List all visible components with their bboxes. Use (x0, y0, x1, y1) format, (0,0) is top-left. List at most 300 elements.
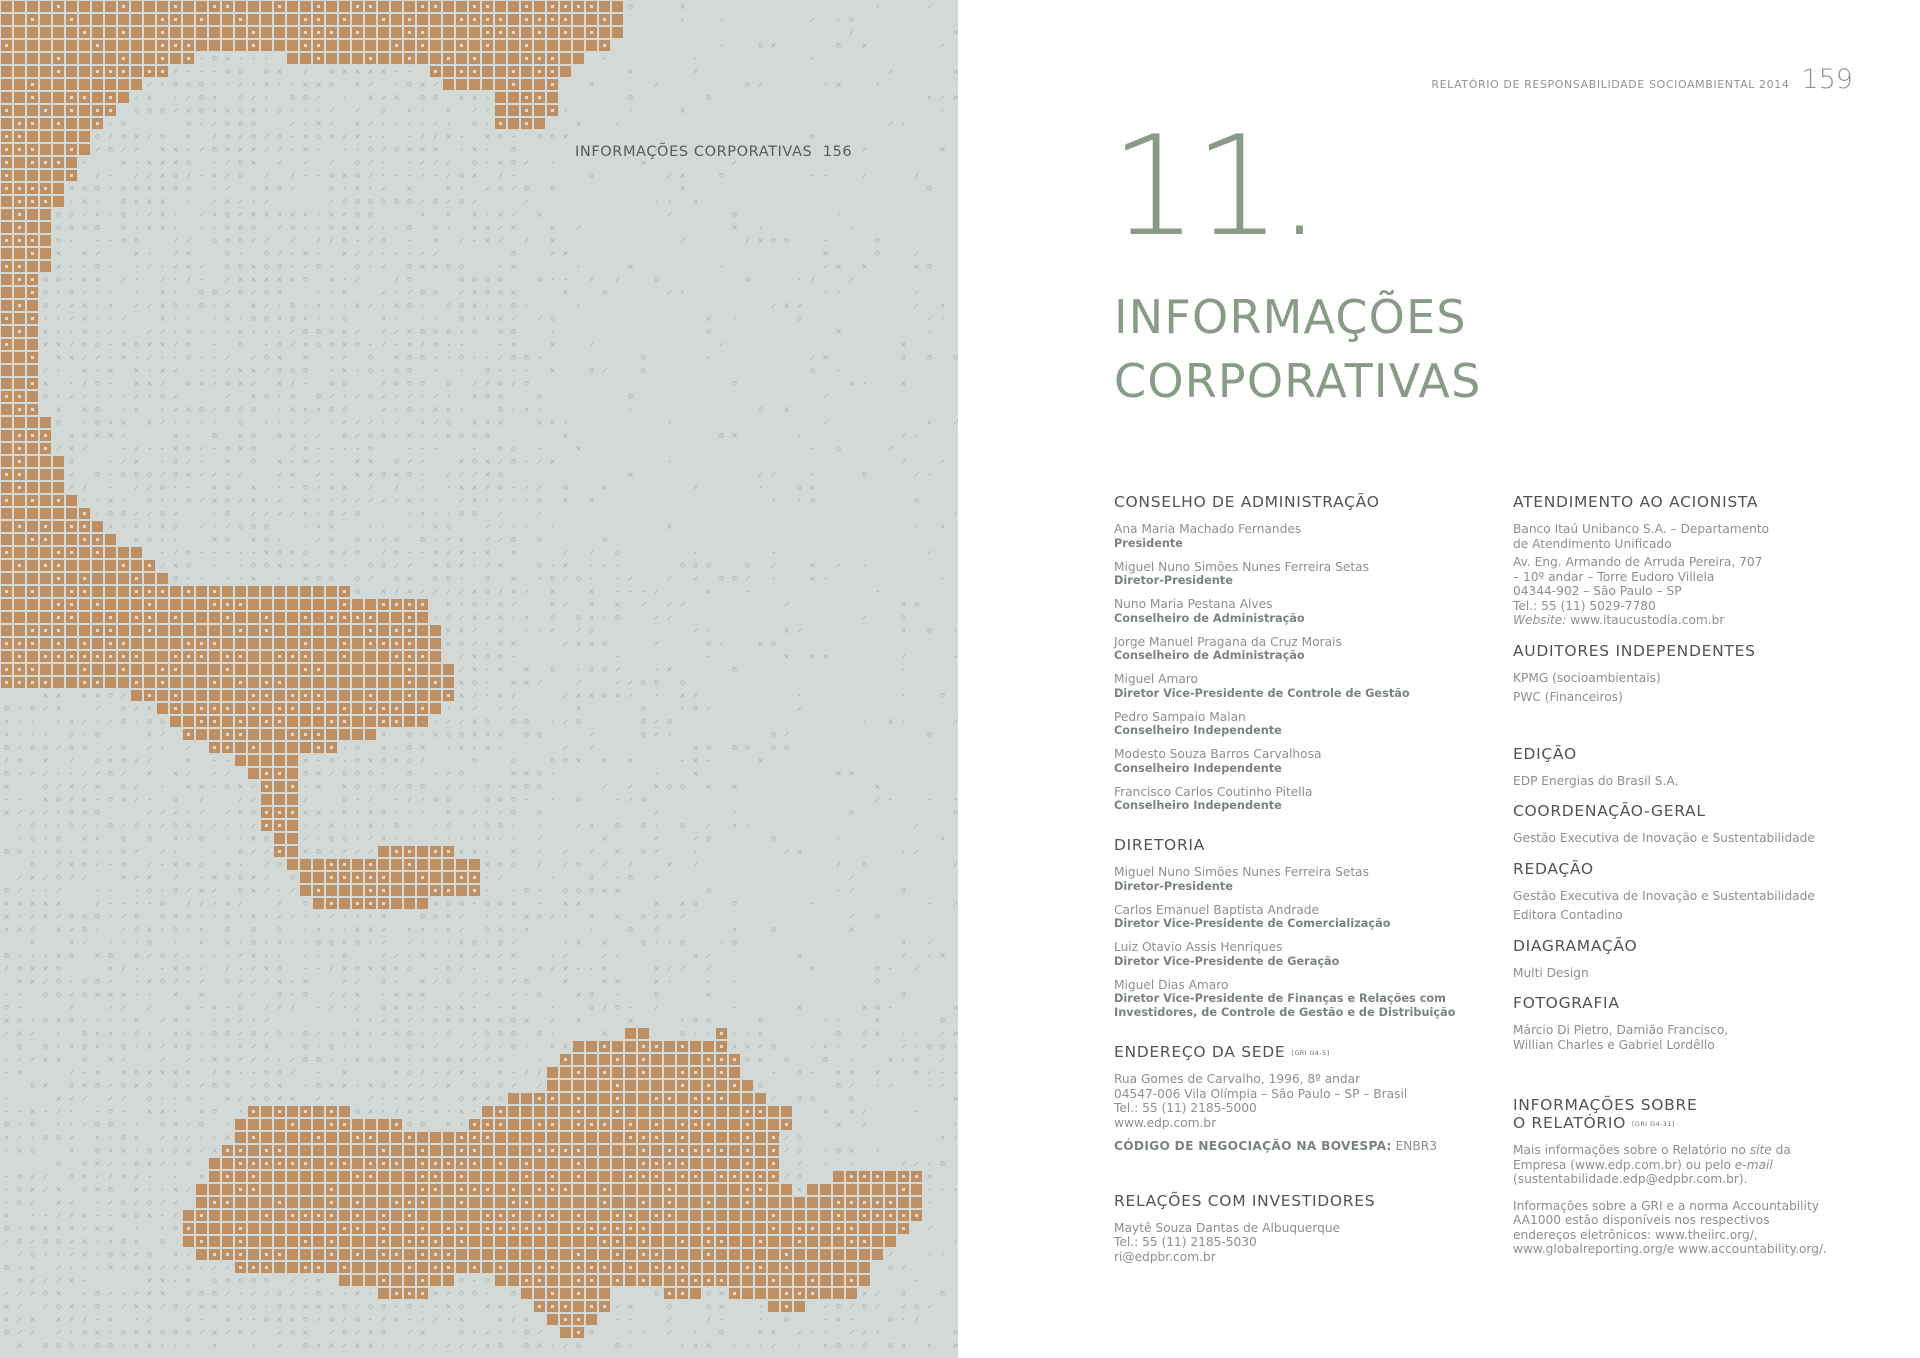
map-sea-mark (187, 564, 191, 568)
map-land-cell (79, 105, 90, 116)
map-sea-mark (331, 357, 333, 359)
map-sea-mark (447, 135, 451, 139)
map-sea-mark (266, 955, 268, 957)
map-sea-mark (357, 1046, 359, 1048)
map-land-cell-inner (96, 603, 99, 606)
map-land-cell-inner (668, 1214, 671, 1217)
map-sea-mark (448, 227, 450, 229)
map-land-cell-inner (460, 1175, 463, 1178)
map-sea-mark (213, 1058, 217, 1062)
map-sea-mark (447, 187, 451, 191)
map-sea-mark (200, 1123, 204, 1127)
map-sea-mark (396, 1098, 398, 1100)
map-sea-mark (473, 980, 477, 984)
map-land-cell-inner (200, 720, 203, 723)
map-sea-mark (304, 83, 308, 87)
map-sea-mark (616, 681, 620, 685)
map-land-cell (105, 27, 116, 38)
map-land-cell (378, 677, 389, 688)
map-sea-mark (162, 1150, 164, 1152)
map-land-cell (586, 1184, 597, 1195)
map-sea-mark (96, 694, 100, 698)
map-sea-mark (110, 266, 112, 268)
map-sea-mark (44, 1175, 48, 1179)
map-sea-mark (174, 798, 178, 802)
map-land-cell-inner (538, 1188, 541, 1191)
map-sea-mark (96, 174, 100, 178)
map-land-cell (313, 677, 324, 688)
map-sea-mark (305, 786, 307, 788)
map-land-cell-inner (343, 590, 346, 593)
map-sea-mark (18, 850, 22, 854)
map-sea-mark (565, 916, 567, 918)
map-land-cell-inner (83, 655, 86, 658)
map-sea-mark (955, 1189, 957, 1191)
map-sea-mark (513, 1072, 515, 1074)
map-land-cell (1, 508, 12, 519)
map-sea-mark (603, 1006, 607, 1010)
map-sea-mark (188, 435, 190, 437)
map-sea-mark (57, 226, 61, 230)
map-sea-mark (395, 785, 399, 789)
map-sea-mark (369, 369, 373, 373)
map-sea-mark (70, 941, 74, 945)
map-land-cell-inner (902, 1175, 905, 1178)
map-sea-mark (304, 902, 308, 906)
map-sea-mark (252, 96, 256, 100)
map-land-cell (755, 1158, 766, 1169)
map-sea-mark (344, 97, 346, 99)
map-sea-mark (487, 357, 489, 359)
map-sea-mark (630, 409, 632, 411)
map-land-cell (534, 118, 545, 129)
map-sea-mark (499, 798, 503, 802)
map-land-cell (339, 1184, 350, 1195)
map-land-cell-inner (5, 135, 8, 138)
map-sea-mark (44, 785, 48, 789)
map-sea-mark (5, 720, 9, 724)
map-sea-mark (577, 447, 581, 451)
map-sea-mark (122, 187, 126, 191)
map-sea-mark (695, 1033, 697, 1035)
map-sea-mark (44, 746, 48, 750)
map-sea-mark (83, 1240, 87, 1244)
map-sea-mark (200, 1136, 204, 1140)
map-sea-mark (239, 239, 243, 243)
map-sea-mark (928, 356, 932, 360)
map-land-cell (300, 872, 311, 883)
map-sea-mark (812, 474, 814, 476)
map-sea-mark (253, 84, 255, 86)
map-sea-mark (564, 291, 568, 295)
map-land-cell (1, 209, 12, 220)
map-sea-mark (83, 330, 87, 334)
map-sea-mark (149, 1033, 151, 1035)
map-land-cell (40, 66, 51, 77)
map-sea-mark (343, 343, 347, 347)
map-sea-mark (955, 1137, 957, 1139)
map-sea-mark (18, 1032, 22, 1036)
map-land-cell (235, 612, 246, 623)
map-sea-mark (461, 331, 463, 333)
map-land-cell (352, 599, 363, 610)
map-land-cell (378, 1119, 389, 1130)
map-land-cell (196, 612, 207, 623)
map-land-cell (40, 495, 51, 506)
map-sea-mark (447, 1019, 451, 1023)
map-sea-mark (109, 499, 113, 503)
map-sea-mark (226, 460, 230, 464)
map-land-cell (157, 1, 168, 12)
map-land-cell-inner (18, 668, 21, 671)
map-land-cell (1, 612, 12, 623)
map-sea-mark (19, 708, 21, 710)
map-land-cell (391, 690, 402, 701)
map-sea-mark (954, 31, 958, 35)
map-sea-mark (370, 1020, 372, 1022)
map-land-cell-inner (369, 889, 372, 892)
map-land-cell (781, 1210, 792, 1221)
map-sea-mark (785, 603, 789, 607)
map-sea-mark (408, 1084, 412, 1088)
map-land-cell (274, 638, 285, 649)
map-sea-mark (876, 252, 880, 256)
map-sea-mark (941, 304, 945, 308)
map-sea-mark (435, 539, 437, 541)
map-sea-mark (369, 837, 373, 841)
map-land-cell (53, 105, 64, 116)
map-land-cell-inner (18, 473, 21, 476)
map-land-cell (27, 66, 38, 77)
map-land-cell-inner (759, 1188, 762, 1191)
map-land-cell-inner (5, 317, 8, 320)
map-sea-mark (343, 317, 347, 321)
map-sea-mark (239, 1058, 243, 1062)
map-sea-mark (83, 941, 87, 945)
map-sea-mark (422, 474, 424, 476)
map-land-cell (638, 1106, 649, 1117)
map-sea-mark (525, 382, 529, 386)
map-land-cell (599, 1145, 610, 1156)
map-land-cell (1, 417, 12, 428)
map-sea-mark (96, 707, 100, 711)
map-sea-mark (19, 994, 21, 996)
map-sea-mark (551, 603, 555, 607)
map-sea-mark (304, 343, 308, 347)
map-sea-mark (70, 460, 74, 464)
map-sea-mark (928, 733, 932, 737)
map-sea-mark (369, 967, 373, 971)
map-sea-mark (31, 967, 35, 971)
map-sea-mark (96, 993, 100, 997)
map-sea-mark (331, 292, 333, 294)
map-land-cell-inner (512, 1214, 515, 1217)
map-land-cell (14, 157, 25, 168)
map-sea-mark (655, 967, 659, 971)
map-land-cell-inner (83, 538, 86, 541)
map-land-cell-inner (18, 278, 21, 281)
map-land-cell-inner (408, 18, 411, 21)
map-sea-mark (525, 499, 529, 503)
map-sea-mark (96, 434, 100, 438)
map-sea-mark (733, 785, 737, 789)
map-land-cell-inner (655, 1162, 658, 1165)
map-land-cell-inner (577, 1227, 580, 1230)
map-sea-mark (447, 902, 451, 906)
map-sea-mark (214, 1137, 216, 1139)
map-sea-mark (187, 1071, 191, 1075)
map-sea-mark (239, 200, 243, 204)
map-sea-mark (317, 434, 321, 438)
map-sea-mark (200, 1149, 204, 1153)
map-land-cell-inner (356, 902, 359, 905)
map-sea-mark (343, 772, 347, 776)
map-sea-mark (421, 1123, 425, 1127)
map-sea-mark (396, 1085, 398, 1087)
map-land-cell-inner (837, 1227, 840, 1230)
map-sea-mark (863, 863, 867, 867)
map-sea-mark (44, 1084, 48, 1088)
map-land-cell-inner (187, 642, 190, 645)
map-sea-mark (460, 915, 464, 919)
map-land-cell-inner (577, 1071, 580, 1074)
map-sea-mark (681, 174, 685, 178)
map-land-cell-inner (577, 1214, 580, 1217)
map-land-cell-inner (369, 642, 372, 645)
map-sea-mark (655, 278, 659, 282)
map-land-cell (690, 1132, 701, 1143)
map-sea-mark (876, 239, 880, 243)
map-sea-mark (812, 1072, 814, 1074)
map-land-cell (560, 40, 571, 51)
map-sea-mark (356, 161, 360, 165)
map-land-cell (53, 27, 64, 38)
map-land-cell (508, 92, 519, 103)
map-land-cell-inner (330, 1201, 333, 1204)
map-land-cell-inner (70, 551, 73, 554)
map-sea-mark (772, 1045, 776, 1049)
map-land-cell (482, 53, 493, 64)
map-land-cell-inner (5, 239, 8, 242)
map-land-cell (274, 612, 285, 623)
map-land-cell (339, 898, 350, 909)
map-sea-mark (226, 200, 230, 204)
map-sea-mark (629, 928, 633, 932)
map-sea-mark (552, 526, 554, 528)
map-sea-mark (434, 1045, 438, 1049)
map-sea-mark (694, 902, 698, 906)
map-sea-mark (252, 395, 256, 399)
map-sea-mark (174, 174, 178, 178)
map-land-cell-inner (213, 603, 216, 606)
map-sea-mark (278, 967, 282, 971)
map-land-cell-inner (174, 707, 177, 710)
map-sea-mark (278, 226, 282, 230)
map-sea-mark (70, 733, 74, 737)
map-land-cell-inner (616, 1227, 619, 1230)
map-sea-mark (487, 149, 489, 151)
map-land-cell-inner (382, 1214, 385, 1217)
map-land-cell-inner (460, 1240, 463, 1243)
map-sea-mark (31, 1240, 35, 1244)
map-sea-mark (174, 1214, 178, 1218)
map-sea-mark (240, 968, 242, 970)
map-sea-mark (395, 330, 399, 334)
map-sea-mark (760, 487, 762, 489)
map-land-cell (417, 664, 428, 675)
map-sea-mark (448, 708, 450, 710)
map-sea-mark (226, 915, 230, 919)
map-land-cell (352, 40, 363, 51)
map-sea-mark (435, 318, 437, 320)
map-sea-mark (369, 772, 373, 776)
map-land-cell (352, 1184, 363, 1195)
map-sea-mark (70, 317, 74, 321)
map-sea-mark (513, 929, 515, 931)
map-sea-mark (110, 240, 112, 242)
map-sea-mark (655, 928, 659, 932)
map-sea-mark (617, 799, 619, 801)
map-sea-mark (291, 889, 295, 893)
map-sea-mark (357, 240, 359, 242)
map-land-cell (53, 144, 64, 155)
map-land-cell-inner (265, 1149, 268, 1152)
map-sea-mark (369, 564, 373, 568)
map-land-cell-inner (109, 655, 112, 658)
map-sea-mark (902, 382, 906, 386)
map-sea-mark (656, 669, 658, 671)
map-sea-mark (461, 1124, 463, 1126)
map-sea-mark (57, 1019, 61, 1023)
map-land-cell-inner (31, 382, 34, 385)
map-land-cell (443, 859, 454, 870)
map-sea-mark (200, 785, 204, 789)
map-land-cell (313, 1197, 324, 1208)
map-sea-mark (850, 1071, 854, 1075)
map-sea-mark (18, 1019, 22, 1023)
map-sea-mark (292, 1033, 294, 1035)
map-land-cell-inner (421, 44, 424, 47)
map-sea-mark (239, 161, 243, 165)
map-land-cell (79, 1, 90, 12)
map-sea-mark (136, 903, 138, 905)
map-sea-mark (434, 239, 438, 243)
map-sea-mark (408, 746, 412, 750)
map-sea-mark (109, 967, 113, 971)
map-land-cell (599, 1171, 610, 1182)
map-land-cell (391, 664, 402, 675)
map-land-cell-inner (421, 603, 424, 606)
map-sea-mark (486, 733, 490, 737)
map-sea-mark (356, 1032, 360, 1036)
map-sea-mark (590, 993, 594, 997)
map-sea-mark (369, 70, 373, 74)
map-sea-mark (6, 1202, 8, 1204)
map-sea-mark (70, 486, 74, 490)
map-sea-mark (175, 942, 177, 944)
map-sea-mark (383, 422, 385, 424)
map-sea-mark (187, 915, 191, 919)
map-sea-mark (18, 889, 22, 893)
map-sea-mark (6, 1189, 8, 1191)
map-sea-mark (499, 226, 503, 230)
map-land-cell (742, 1210, 753, 1221)
map-land-cell (248, 716, 259, 727)
map-land-cell (339, 40, 350, 51)
map-sea-mark (213, 291, 217, 295)
map-land-cell-inner (382, 1240, 385, 1243)
map-land-cell (560, 1080, 571, 1091)
map-sea-mark (486, 1019, 490, 1023)
map-land-cell (1, 1, 12, 12)
map-land-cell (27, 508, 38, 519)
map-sea-mark (240, 552, 242, 554)
map-land-cell-inner (18, 525, 21, 528)
map-land-cell-inner (70, 109, 73, 112)
map-sea-mark (123, 448, 125, 450)
map-sea-mark (447, 434, 451, 438)
map-land-cell-inner (96, 681, 99, 684)
map-sea-mark (174, 460, 178, 464)
map-land-cell (105, 79, 116, 90)
map-land-cell (586, 1067, 597, 1078)
map-sea-mark (240, 1072, 242, 1074)
map-sea-mark (226, 512, 230, 516)
map-sea-mark (785, 1175, 789, 1179)
map-land-cell (300, 1145, 311, 1156)
map-land-cell (118, 677, 129, 688)
map-sea-mark (58, 370, 60, 372)
map-sea-mark (330, 83, 334, 87)
map-land-cell (1, 222, 12, 233)
map-land-cell-inner (44, 681, 47, 684)
map-land-cell-inner (200, 18, 203, 21)
map-sea-mark (187, 161, 191, 165)
map-sea-mark (408, 1097, 412, 1101)
map-sea-mark (135, 1019, 139, 1023)
map-sea-mark (616, 616, 620, 620)
map-sea-mark (564, 863, 568, 867)
map-sea-mark (213, 1149, 217, 1153)
map-sea-mark (512, 291, 516, 295)
map-sea-mark (525, 200, 529, 204)
map-land-cell (300, 599, 311, 610)
map-land-cell-inner (707, 1058, 710, 1061)
map-sea-mark (149, 799, 151, 801)
map-sea-mark (57, 1240, 61, 1244)
map-sea-mark (435, 448, 437, 450)
map-sea-mark (292, 149, 294, 151)
map-land-cell-inner (304, 44, 307, 47)
map-sea-mark (409, 162, 411, 164)
map-sea-mark (265, 551, 269, 555)
map-land-cell (716, 1223, 727, 1234)
map-sea-mark (915, 1071, 919, 1075)
map-land-cell (378, 40, 389, 51)
map-land-cell (469, 1223, 480, 1234)
map-sea-mark (798, 486, 802, 490)
map-sea-mark (174, 551, 178, 555)
map-land-cell (391, 872, 402, 883)
map-sea-mark (149, 825, 151, 827)
map-sea-mark (487, 305, 489, 307)
map-sea-mark (278, 356, 282, 360)
map-sea-mark (590, 876, 594, 880)
map-land-cell (131, 66, 142, 77)
map-sea-mark (460, 1097, 464, 1101)
map-land-cell (222, 14, 233, 25)
map-land-cell (183, 625, 194, 636)
